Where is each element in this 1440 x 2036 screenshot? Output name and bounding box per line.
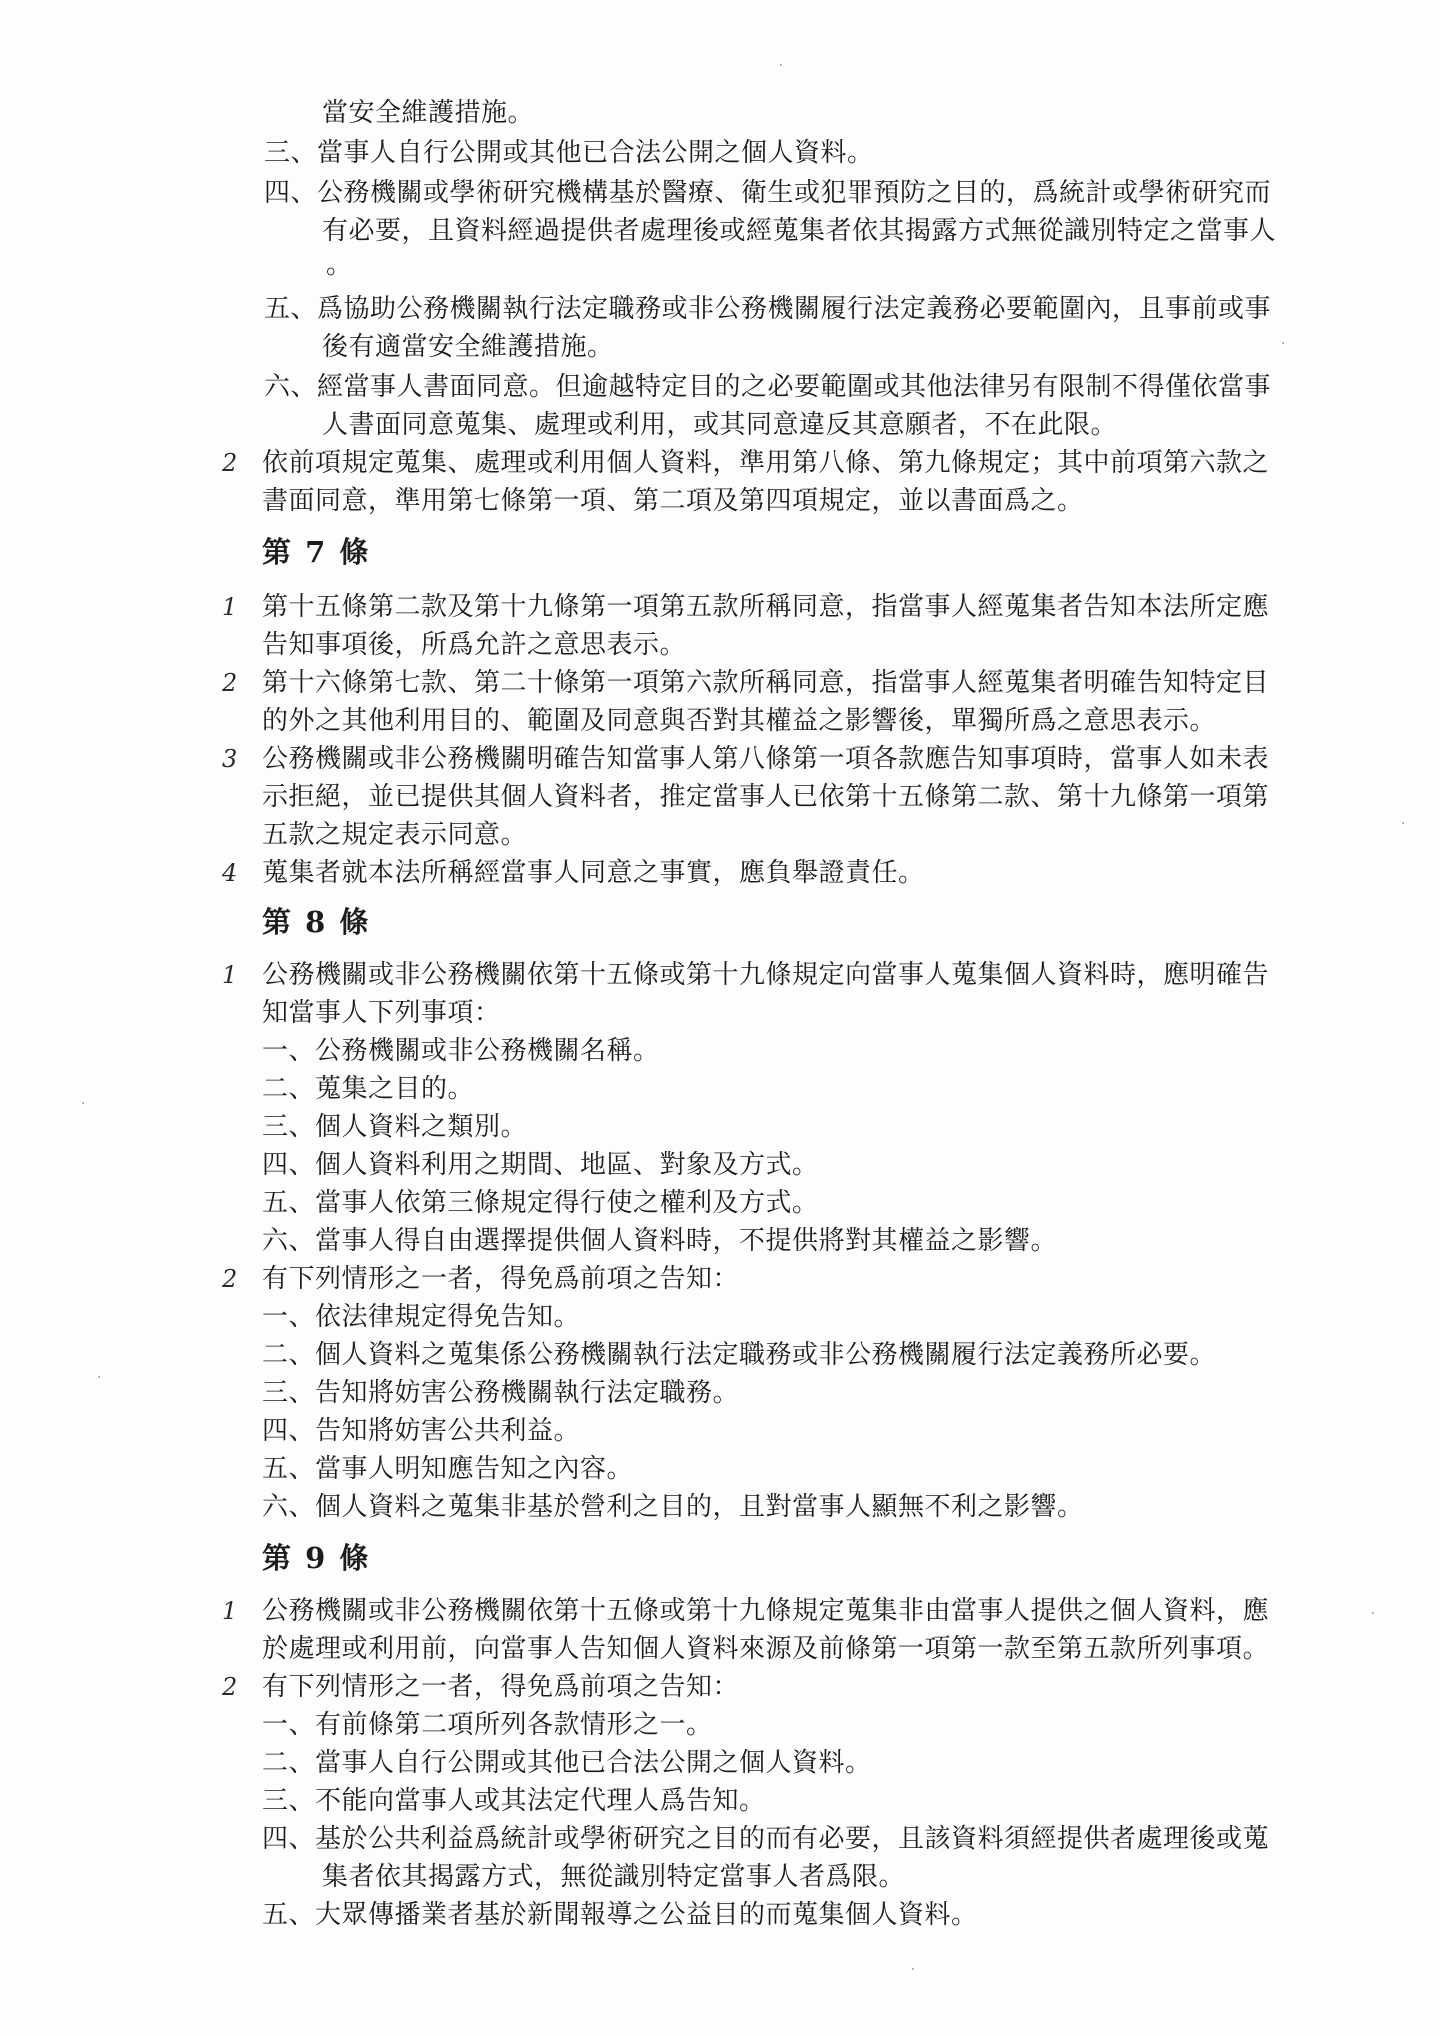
- text-line: 五、爲協助公務機關執行法定職務或非公務機關履行法定義務必要範圍內，且事前或事: [264, 294, 1272, 324]
- scan-speck: [1402, 822, 1404, 824]
- scan-speck: [1372, 1612, 1374, 1614]
- text-line: 蒐集者就本法所稱經當事人同意之事實，應負舉證責任。: [262, 858, 925, 888]
- text-line: 公務機關或非公務機關依第十五條或第十九條規定蒐集非由當事人提供之個人資料，應: [262, 1596, 1270, 1626]
- text-line: 的外之其他利用目的、範圍及同意與否對其權益之影響後，單獨所爲之意思表示。: [262, 706, 1217, 736]
- text-line: 有必要，且資料經過提供者處理後或經蒐集者依其揭露方式無從識別特定之當事人: [322, 216, 1277, 246]
- text-line: 知當事人下列事項：: [262, 998, 501, 1028]
- text-line: 四、基於公共利益爲統計或學術研究之目的而有必要，且該資料須經提供者處理後或蒐: [262, 1824, 1270, 1854]
- text-line: 後有適當安全維護措施。: [322, 332, 614, 362]
- scan-speck: [912, 1968, 914, 1970]
- text-line: 五、當事人明知應告知之內容。: [262, 1454, 634, 1484]
- scan-speck: [1282, 342, 1284, 344]
- paragraph-number: 2: [222, 449, 238, 477]
- text-line: 示拒絕，並已提供其個人資料者，推定當事人已依第十五條第二款、第十九條第一項第: [262, 782, 1270, 812]
- text-line: 公務機關或非公務機關依第十五條或第十九條規定向當事人蒐集個人資料時，應明確告: [262, 960, 1270, 990]
- text-line: 有下列情形之一者，得免爲前項之告知：: [262, 1264, 740, 1294]
- text-line: 第十六條第七款、第二十條第一項第六款所稱同意，指當事人經蒐集者明確告知特定目: [262, 668, 1270, 698]
- text-line: 五款之規定表示同意。: [262, 820, 528, 850]
- text-line: 二、當事人自行公開或其他已合法公開之個人資料。: [262, 1748, 872, 1778]
- text-line: 二、蒐集之目的。: [262, 1074, 475, 1104]
- text-line: 六、經當事人書面同意。但逾越特定目的之必要範圍或其他法律另有限制不得僅依當事: [264, 372, 1272, 402]
- text-line: 人書面同意蒐集、處理或利用，或其同意違反其意願者，不在此限。: [322, 410, 1118, 440]
- text-line: 六、當事人得自由選擇提供個人資料時，不提供將對其權益之影響。: [262, 1226, 1058, 1256]
- text-line: 第十五條第二款及第十九條第一項第五款所稱同意，指當事人經蒐集者告知本法所定應: [262, 592, 1270, 622]
- text-line: 公務機關或非公務機關明確告知當事人第八條第一項各款應告知事項時，當事人如未表: [262, 744, 1270, 774]
- text-line: 有下列情形之一者，得免爲前項之告知：: [262, 1672, 740, 1702]
- scan-speck: [82, 1102, 84, 1104]
- text-line: 集者依其揭露方式，無從識別特定當事人者爲限。: [322, 1862, 906, 1892]
- text-line: 於處理或利用前，向當事人告知個人資料來源及前條第一項第一款至第五款所列事項。: [262, 1634, 1270, 1664]
- paragraph-number: 2: [222, 669, 238, 697]
- paragraph-number: 1: [222, 1597, 238, 1625]
- text-line: 一、依法律規定得免告知。: [262, 1302, 581, 1332]
- text-line: 書面同意，準用第七條第一項、第二項及第四項規定，並以書面爲之。: [262, 486, 1084, 516]
- paragraph-number: 4: [222, 859, 238, 887]
- text-line: 一、有前條第二項所列各款情形之一。: [262, 1710, 713, 1740]
- text-line: 三、當事人自行公開或其他已合法公開之個人資料。: [264, 138, 874, 168]
- paragraph-number: 2: [222, 1673, 238, 1701]
- article-heading: 第 8 條: [262, 905, 371, 939]
- text-line: 三、個人資料之類別。: [262, 1112, 528, 1142]
- text-line: 依前項規定蒐集、處理或利用個人資料，準用第八條、第九條規定；其中前項第六款之: [262, 448, 1270, 478]
- text-line: 當安全維護措施。: [322, 98, 535, 128]
- text-line: 一、公務機關或非公務機關名稱。: [262, 1036, 660, 1066]
- article-heading: 第 7 條: [262, 535, 371, 569]
- paragraph-number: 3: [222, 745, 238, 773]
- text-line: 三、告知將妨害公務機關執行法定職務。: [262, 1378, 740, 1408]
- article-heading: 第 9 條: [262, 1541, 371, 1575]
- scan-speck: [780, 64, 782, 66]
- scan-speck: [98, 1376, 100, 1378]
- paragraph-number: 2: [222, 1265, 238, 1293]
- text-line: 三、不能向當事人或其法定代理人爲告知。: [262, 1786, 766, 1816]
- text-line: 五、大眾傳播業者基於新聞報導之公益目的而蒐集個人資料。: [262, 1900, 978, 1930]
- text-line: 六、個人資料之蒐集非基於營利之目的，且對當事人顯無不利之影響。: [262, 1492, 1084, 1522]
- text-line: 告知事項後，所爲允許之意思表示。: [262, 630, 687, 660]
- text-line: 。: [326, 250, 353, 280]
- text-line: 二、個人資料之蒐集係公務機關執行法定職務或非公務機關履行法定義務所必要。: [262, 1340, 1217, 1370]
- text-line: 四、告知將妨害公共利益。: [262, 1416, 581, 1446]
- text-line: 四、個人資料利用之期間、地區、對象及方式。: [262, 1150, 819, 1180]
- paragraph-number: 1: [222, 593, 238, 621]
- paragraph-number: 1: [222, 961, 238, 989]
- text-line: 四、公務機關或學術研究機構基於醫療、衛生或犯罪預防之目的，爲統計或學術研究而: [264, 178, 1272, 208]
- text-line: 五、當事人依第三條規定得行使之權利及方式。: [262, 1188, 819, 1218]
